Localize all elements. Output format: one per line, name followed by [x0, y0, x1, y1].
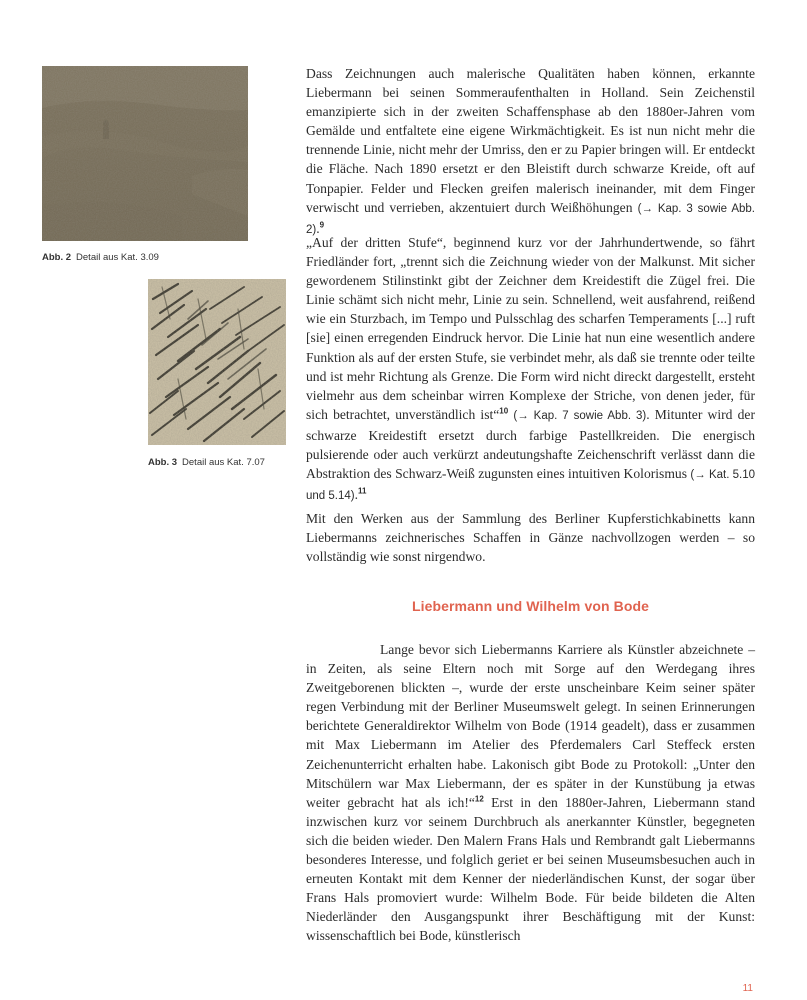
cross-reference: (→ Kat. 5.10 und 5.14) — [306, 469, 755, 503]
footnote-marker: 12 — [474, 794, 484, 804]
footnote-marker: 10 — [499, 406, 509, 416]
page-number: 11 — [742, 983, 753, 994]
figure-label: Abb. 2 — [42, 252, 72, 263]
paragraph-punctuation: . — [354, 487, 359, 503]
paragraph-text: Erst in den 1880er-Jahren, Liebermann stand inzwischen kurz vor seinem Durchbruch als anerkannter Künstler, begegneten sich die beiden wieder. Den Malern Frans Hals und Rembrandt galt Liebermanns besonderes Interesse, und folglich geriet er bei seinen Museumsbesuchen auch in erneuten Kontakt mit dem Kenner der niederländischen Kunst, der sogar über Frans Hals promoviert wurde: Wilhelm Bode. Für beide bildeten die Alten Niederländer den Ausgangspunkt ihrer Beschäftigung mit der Kunst: wissenschaftlich bei Bode, künstlerisch — [306, 794, 756, 944]
figure-label: Abb. 3 — [148, 457, 178, 468]
figure-abb-2-caption — [42, 252, 159, 263]
figure-abb-2-image — [42, 66, 248, 241]
figure-abb-3-image — [148, 279, 286, 445]
body-paragraph-3: Mit den Werken aus der Sammlung des Berliner Kupferstichkabinetts kann Liebermanns zeichnerisches Schaffen in Gänze nachvollzogen werden – so vollständig wie sonst nirgendwo. — [306, 511, 755, 565]
figure-caption-text: Detail aus Kat. 3.09 — [76, 252, 159, 263]
cross-reference: (→ Kap. 3 sowie Abb. 2) — [306, 202, 755, 236]
footnote-marker: 9 — [319, 220, 325, 230]
body-paragraph-4 — [306, 640, 755, 946]
paragraph-text: „Auf der dritten Stufe“, beginnend kurz vor der Jahrhundertwende, so fährt Friedländer fort, „trennt sich die Zeichnung wieder von der Malkunst. Mit sicher gewordenem Stilinstinkt gibt der Zeichner dem Kreidestift die Zügel frei. Die Linie schämt sich nicht mehr, Linie zu sein. Schnellend, weit ausfahrend, reißend wie ein Sturzbach, im Tempo und Pulsschlag des scharfen Temperaments [...] ruft [sie] einen erregenden Eindruck hervor. Die Linie hat nun eine wesentlich andere Funktion als auf der ersten Stufe, sie verbindet mehr, als daß sie trennte oder teilte und ist mehr Richtung als Grenze. Die Form wird nicht direckt dargestellt, ersteht vielmehr aus dem scheinbar wirren Komplexe der Striche, von denen jeder, für sich betrachtet, unverständlich ist“ — [306, 235, 755, 422]
paragraph-punctuation: . — [316, 220, 320, 236]
paragraph-text: Dass Zeichnungen auch malerische Qualitäten haben können, erkannte Liebermann bei seinen Sommeraufenthalten in Holland. Sein Zeichenstil emanzipierte sich in der zweiten Schaffensphase ab den 1880er-Jahren vom Gemälde und entfaltete eine eigene Wirkmächtigkeit. Es ist nun nicht mehr die trennende Linie, nicht mehr der Umriss, den er zu Papier bringen will. Er entdeckt die Fläche. Nach 1890 ersetzt er den Bleistift durch schwarze Kreide, oft auf Tonpapier. Felder und Flecken greifen malerisch ineinander, mit dem Finger verwischt und verrieben, akzentuiert durch Weißhöhungen — [306, 66, 755, 215]
paragraph-text: . Mitunter wird der schwarze Kreidestift ersetzt durch farbige Pastellkreiden. Die energisch pulsierende oder auch verkürzt andeutungshafte Zeichenschrift verlässt dann die Abstraktion des Schwarz-Weiß zugunsten eines intuitiven Kolorismus — [306, 406, 755, 482]
figure-caption-text: Detail aus Kat. 7.07 — [182, 457, 265, 468]
cross-reference: (→ Kap. 7 sowie Abb. 3) — [513, 409, 647, 422]
paragraph-text: Lange bevor sich Liebermanns Karriere als Künstler abzeichnete – in Zeiten, als seine Eltern noch mit Sorge auf den Werdegang ihres Zweitgeborenen blickten –, wurde der erste unscheinbare Keim seiner später regen Verbindung mit der Berliner Museumswelt gelegt. In seinen Erinnerungen berichtete Generaldirektor Wilhelm von Bode (1914 geadelt), dass er zusammen mit Max Liebermann im Atelier des Pferdemalers Carl Steffeck ersten Zeichenunterricht erhalten habe. Lakonisch gibt Bode zu Protokoll: „Unter den Mitschülern war Max Liebermann, der es später in der Kunstübung ja etwas weiter gebracht hat als ich!“ — [306, 642, 755, 810]
body-paragraph-2 — [306, 233, 755, 506]
body-paragraph-1 — [306, 64, 755, 240]
figure-abb-3-caption — [148, 457, 265, 468]
section-heading: Liebermann und Wilhelm von Bode — [411, 598, 650, 614]
footnote-marker: 11 — [358, 486, 367, 496]
